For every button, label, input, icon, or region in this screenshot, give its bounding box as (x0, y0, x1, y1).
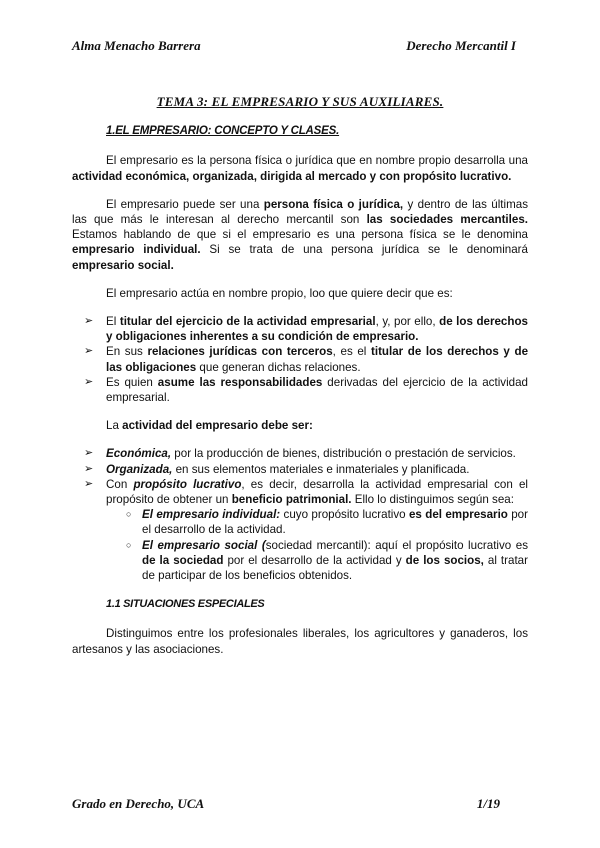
list-item: ➢ El titular del ejercicio de la actividad empresarial, y, por ello, de los derechos y obligaciones inherentes a su condición de empresario. (84, 315, 528, 344)
arrow-bullet-icon: ➢ (84, 345, 94, 358)
page-title: TEMA 3: EL EMPRESARIO Y SUS AUXILIARES. (156, 94, 444, 109)
bullet-list (72, 314, 528, 405)
arrow-bullet-icon: ➢ (84, 447, 94, 460)
bullet-list (72, 446, 528, 583)
paragraph: El empresario puede ser una persona física o jurídica, y dentro de las últimas las que más le interesan al derecho mercantil son las sociedades mercantiles. Estamos hablando de que si el empresario es una persona física se le denomina empresario individual. Si se trata de una persona jurídica se le denominará empresario social. (72, 197, 529, 272)
list-item: ➢ Con propósito lucrativo, es decir, desarrolla la actividad empresarial con el propósito de obtener un beneficio patrimonial. Ello lo distinguimos según sea: ○ El empresario individual: cuyo propósito lucrativo es del empresario por el desarrollo de la actividad. ○ El empresario social (sociedad mercantil): aquí el propósito lucrativo es de la sociedad por el desarrollo de la actividad y de los socios, al tratar de participar de los beneficios obtenidos. (84, 477, 528, 583)
arrow-bullet-icon: ➢ (84, 477, 94, 490)
arrow-bullet-icon: ➢ (84, 315, 94, 328)
list-item: ➢ En sus relaciones jurídicas con terceros, es el titular de los derechos y de las obligaciones que generan dichas relaciones. (84, 345, 529, 374)
arrow-bullet-icon: ➢ (84, 462, 94, 475)
paragraph: La actividad del empresario debe ser: (106, 419, 313, 433)
subsection-heading: 1.1 SITUACIONES ESPECIALES (106, 598, 265, 611)
arrow-bullet-icon: ➢ (84, 375, 94, 388)
paragraph: El empresario es la persona física o jurídica que en nombre propio desarrolla una actividad económica, organizada, dirigida al mercado y con propósito lucrativo. (72, 154, 528, 183)
header-author: Alma Menacho Barrera (72, 38, 201, 53)
circle-bullet-icon: ○ (126, 539, 132, 550)
sub-list-item: ○ El empresario social (sociedad mercantil): aquí el propósito lucrativo es de la sociedad por el desarrollo de la actividad y de los socios, al tratar de participar de los beneficios obtenidos. (126, 538, 528, 583)
page-number: 1/19 (476, 796, 500, 811)
section-heading: 1.EL EMPRESARIO: CONCEPTO Y CLASES. (106, 125, 340, 138)
footer-course: Grado en Derecho, UCA (72, 796, 205, 811)
list-item: ➢ Económica, por la producción de bienes, distribución o prestación de servicios. (84, 447, 516, 461)
header-subject: Derecho Mercantil I (406, 38, 516, 53)
paragraph: El empresario actúa en nombre propio, loo que quiere decir que es: (106, 286, 453, 300)
paragraph: Distinguimos entre los profesionales liberales, los agricultores y ganaderos, los artesanos y las asociaciones. (72, 627, 528, 656)
sub-bullet-list (106, 507, 528, 583)
document-body (72, 94, 528, 670)
circle-bullet-icon: ○ (126, 509, 132, 520)
list-item: ➢ Es quien asume las responsabilidades derivadas del ejercicio de la actividad empresarial. (84, 375, 528, 405)
sub-list-item: ○ El empresario individual: cuyo propósito lucrativo es del empresario por el desarrollo de la actividad. (126, 508, 528, 537)
list-item: ➢ Organizada, en sus elementos materiales e inmateriales y planificada. (84, 462, 470, 476)
